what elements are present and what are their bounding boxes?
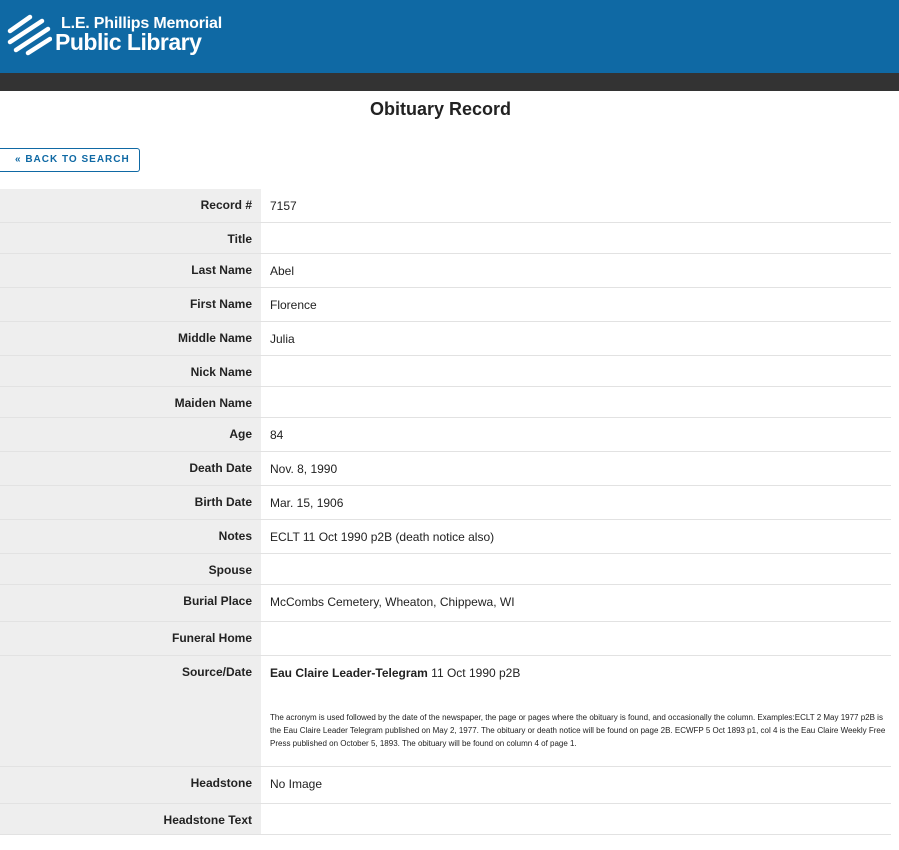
page-title: Obituary Record <box>369 99 512 119</box>
field-value: McCombs Cemetery, Wheaton, Chippewa, WI <box>270 595 515 609</box>
field-label: Source/Date <box>0 656 261 766</box>
field-label: Nick Name <box>0 356 261 386</box>
headstone-text-row <box>0 804 891 835</box>
headstone-row <box>0 767 891 804</box>
header-divider-bar <box>0 73 899 91</box>
field-label: Burial Place <box>0 585 261 621</box>
birth-date-row <box>0 486 891 520</box>
field-label: Spouse <box>0 554 261 584</box>
field-label: Headstone Text <box>0 804 261 834</box>
field-label: Funeral Home <box>0 622 261 655</box>
field-value <box>261 387 891 417</box>
notes-row <box>0 520 891 554</box>
field-label: Title <box>0 223 261 253</box>
funeral-home-row <box>0 622 891 656</box>
library-logo-icon <box>6 13 52 57</box>
field-label: Age <box>0 418 261 451</box>
obituary-record-table <box>0 189 891 835</box>
library-logo[interactable] <box>6 13 222 63</box>
age-row <box>0 418 891 452</box>
field-value: Nov. 8, 1990 <box>270 462 338 476</box>
source-value <box>261 656 891 766</box>
source-date: 11 Oct 1990 p2B <box>427 666 521 680</box>
field-value: Mar. 15, 1906 <box>270 496 344 510</box>
last-name-row <box>0 254 891 288</box>
logo-text-line1: L.E. Phillips Memorial <box>61 15 222 32</box>
field-value: Abel <box>270 264 295 278</box>
middle-name-row <box>0 322 891 356</box>
field-value: ECLT 11 Oct 1990 p2B (death notice also) <box>270 530 495 544</box>
maiden-name-row <box>0 387 891 418</box>
title-row <box>0 223 891 254</box>
field-value <box>261 554 891 584</box>
field-label: Last Name <box>0 254 261 287</box>
field-value: Florence <box>270 298 317 312</box>
burial-place-row <box>0 585 891 622</box>
field-value <box>261 622 891 655</box>
source-acronym-note: The acronym is used followed by the date of the newspaper, the page or pages where the obituary is found, and occasionally the column. Examples:ECLT 2 May 1977 p2B is the Eau Claire Leader Telegram published on May 2, 1977. The obituary or death notice will be found on page 2B. ECWFP 5 Oct 1893 p1, col 4 is the Eau Claire Weekly Free Press published on October 5, 1893. The obituary will be found on column 4 of page 1. <box>270 713 886 748</box>
site-header <box>0 0 899 73</box>
field-label: Death Date <box>0 452 261 485</box>
field-value <box>261 804 891 834</box>
field-value: 84 <box>270 428 284 442</box>
field-value: 7157 <box>270 199 297 213</box>
field-label: Birth Date <box>0 486 261 519</box>
field-value: Julia <box>270 332 295 346</box>
record-number-row <box>0 189 891 223</box>
back-to-search-button[interactable]: « BACK TO SEARCH <box>0 148 140 172</box>
nick-name-row <box>0 356 891 387</box>
field-label: Maiden Name <box>0 387 261 417</box>
headstone-value: No Image <box>270 777 323 791</box>
field-label: Notes <box>0 520 261 553</box>
source-newspaper-title: Eau Claire Leader-Telegram <box>270 666 428 680</box>
source-date-row <box>0 656 891 767</box>
field-value <box>261 356 891 386</box>
logo-text-line2: Public Library <box>55 29 202 55</box>
spouse-row <box>0 554 891 585</box>
field-label: First Name <box>0 288 261 321</box>
field-value <box>261 223 891 253</box>
field-label: Middle Name <box>0 322 261 355</box>
field-label: Record # <box>0 189 261 222</box>
death-date-row <box>0 452 891 486</box>
first-name-row <box>0 288 891 322</box>
field-label: Headstone <box>0 767 261 803</box>
